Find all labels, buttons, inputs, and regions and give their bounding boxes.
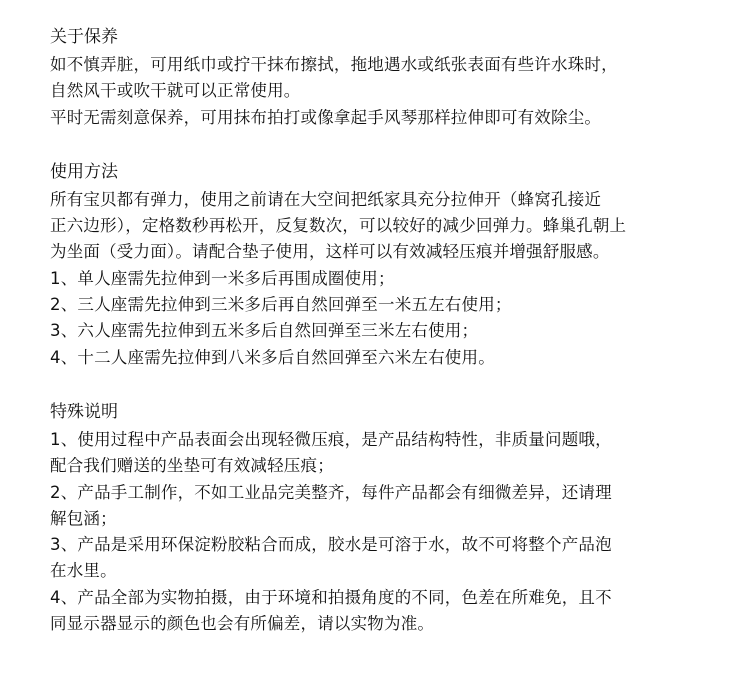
usage-item-4: 4、十二人座需先拉伸到八米多后自然回弹至六米左右使用。 <box>50 347 495 367</box>
care-paragraph-2: 平时无需刻意保养，可用抹布拍打或像拿起手风琴那样拉伸即可有效除尘。 <box>50 107 602 127</box>
notes-item-4: 4、产品全部为实物拍摄，由于环境和拍摄角度的不同，色差在所难免，且不 同显示器显示的颜色也会有所偏差，请以实物为准。 <box>50 587 612 634</box>
usage-item-2: 2、三人座需先拉伸到三米多后再自然回弹至一米五左右使用； <box>50 295 512 315</box>
usage-section <box>50 159 712 371</box>
usage-item-1: 1、单人座需先拉伸到一米多后再围成圈使用； <box>50 268 395 288</box>
notes-item-1: 1、使用过程中产品表面会出现轻微压痕，是产品结构特性，非质量问题哦， 配合我们赠送的坐垫可有效减轻压痕； <box>50 429 612 476</box>
care-paragraph-1: 如不慎弄脏，可用纸巾或拧干抹布擦拭，拖地遇水或纸张表面有些许水珠时， 自然风干或吹干就可以正常使用。 <box>50 55 618 101</box>
product-notes-document <box>50 24 712 665</box>
notes-item-3: 3、产品是采用环保淀粉胶粘合而成，胶水是可溶于水，故不可将整个产品泡 在水里。 <box>50 535 612 581</box>
usage-heading: 使用方法 <box>50 161 118 182</box>
usage-item-3: 3、六人座需先拉伸到五米多后自然回弹至三米左右使用； <box>50 321 479 341</box>
care-section <box>50 24 712 131</box>
notes-section <box>50 399 712 637</box>
notes-heading: 特殊说明 <box>50 401 118 422</box>
usage-intro-paragraph: 所有宝贝都有弹力，使用之前请在大空间把纸家具充分拉伸开（蜂窝孔接近 正六边形），定格数秒再松开，反复数次，可以较好的减少回弹力。蜂巢孔朝上 为坐面（受力面）。请配合垫子使用，这样可以有效减轻压痕并增强舒服感。 <box>50 189 627 262</box>
notes-item-2: 2、产品手工制作，不如工业品完美整齐，每件产品都会有细微差异，还请理 解包涵； <box>50 482 612 528</box>
care-heading: 关于保养 <box>50 27 118 47</box>
